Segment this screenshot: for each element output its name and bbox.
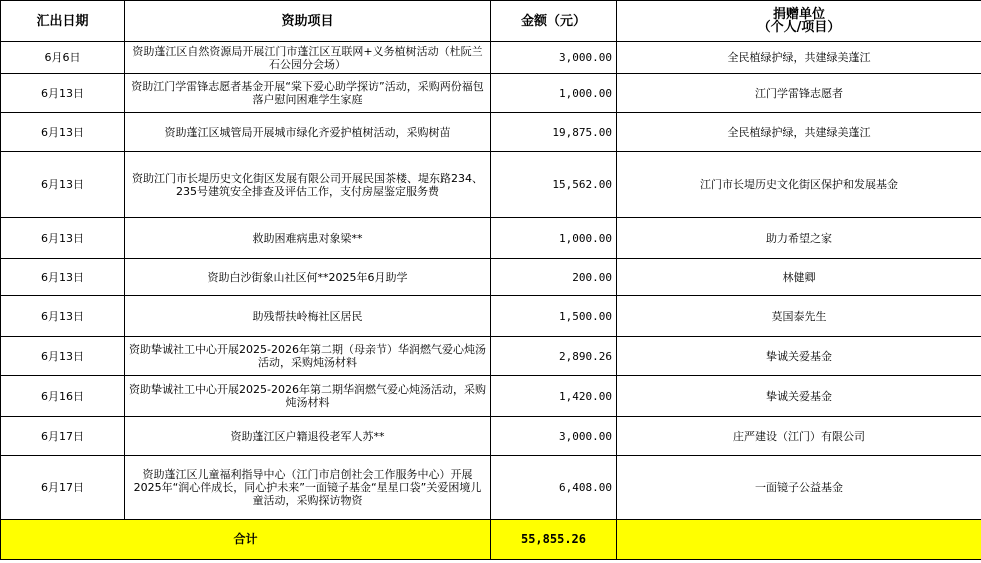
cell-amount: 15,562.00: [491, 152, 617, 218]
cell-date: 6月13日: [1, 74, 125, 113]
cell-date: 6月13日: [1, 337, 125, 376]
table-row: [1, 152, 981, 218]
header-donor-line2: （个人/项目）: [757, 20, 841, 35]
table-row: [1, 259, 981, 296]
table-row: [1, 218, 981, 259]
table-row: [1, 74, 981, 113]
cell-project: 资助白沙街象山社区何**2025年6月助学: [125, 259, 491, 296]
cell-project: 资助江门学雷锋志愿者基金开展“棠下爱心助学探访”活动，采购两份福包落户慰问困难学生家庭: [125, 74, 491, 113]
cell-amount: 2,890.26: [491, 337, 617, 376]
cell-donor: 林健卿: [617, 259, 981, 296]
cell-date: 6月13日: [1, 152, 125, 218]
cell-project: 资助挚诚社工中心开展2025-2026年第二期（母亲节）华润燃气爱心炖汤活动，采购炖汤材料: [125, 337, 491, 376]
cell-project: 救助困难病患对象梁**: [125, 218, 491, 259]
cell-date: 6月16日: [1, 376, 125, 417]
cell-date: 6月13日: [1, 296, 125, 337]
cell-donor: 一面镜子公益基金: [617, 456, 981, 520]
cell-date: 6月13日: [1, 218, 125, 259]
total-amount: 55,855.26: [491, 520, 617, 560]
cell-donor: 助力希望之家: [617, 218, 981, 259]
header-amount: 金额（元）: [491, 1, 617, 42]
cell-date: 6月6日: [1, 42, 125, 74]
table-row: [1, 417, 981, 456]
cell-project: 助残帮扶岭梅社区居民: [125, 296, 491, 337]
cell-amount: 1,000.00: [491, 74, 617, 113]
cell-donor: 江门市长堤历史文化街区保护和发展基金: [617, 152, 981, 218]
cell-date: 6月17日: [1, 417, 125, 456]
table-row: [1, 296, 981, 337]
cell-project: 资助江门市长堤历史文化街区发展有限公司开展民国茶楼、堤东路234、235号建筑安全排查及评估工作，支付房屋鉴定服务费: [125, 152, 491, 218]
header-donor: [617, 1, 981, 42]
cell-amount: 3,000.00: [491, 42, 617, 74]
cell-donor: 江门学雷锋志愿者: [617, 74, 981, 113]
header-date: 汇出日期: [1, 1, 125, 42]
header-donor-line1: 捐赠单位: [772, 7, 825, 22]
cell-amount: 200.00: [491, 259, 617, 296]
cell-amount: 6,408.00: [491, 456, 617, 520]
table-row: [1, 376, 981, 417]
cell-amount: 1,420.00: [491, 376, 617, 417]
cell-project: 资助蓬江区户籍退役老军人苏**: [125, 417, 491, 456]
cell-project: 资助蓬江区自然资源局开展江门市蓬江区互联网+义务植树活动（杜阮兰石公园分会场）: [125, 42, 491, 74]
cell-date: 6月13日: [1, 113, 125, 152]
total-donor-empty: [617, 520, 981, 560]
header-project: 资助项目: [125, 1, 491, 42]
total-label: 合计: [1, 520, 491, 560]
table-row: [1, 42, 981, 74]
cell-project: 资助蓬江区儿童福利指导中心（江门市启创社会工作服务中心）开展2025年“润心伴成长，同心护未来”一面镜子基金“星星口袋”关爱困境儿童活动，采购探访物资: [125, 456, 491, 520]
cell-date: 6月13日: [1, 259, 125, 296]
table-row: [1, 113, 981, 152]
cell-donor: 全民植绿护绿，共建绿美蓬江: [617, 113, 981, 152]
cell-donor: 全民植绿护绿，共建绿美蓬江: [617, 42, 981, 74]
cell-amount: 3,000.00: [491, 417, 617, 456]
cell-donor: 挚诚关爱基金: [617, 376, 981, 417]
cell-date: 6月17日: [1, 456, 125, 520]
header-row: [1, 1, 981, 42]
cell-project: 资助蓬江区城管局开展城市绿化齐爱护植树活动，采购树苗: [125, 113, 491, 152]
cell-donor: 庄严建设（江门）有限公司: [617, 417, 981, 456]
table-row: [1, 337, 981, 376]
cell-amount: 1,000.00: [491, 218, 617, 259]
cell-donor: 挚诚关爱基金: [617, 337, 981, 376]
cell-amount: 19,875.00: [491, 113, 617, 152]
cell-amount: 1,500.00: [491, 296, 617, 337]
total-row: [1, 520, 981, 560]
cell-project: 资助挚诚社工中心开展2025-2026年第二期华润燃气爱心炖汤活动，采购炖汤材料: [125, 376, 491, 417]
table-row: [1, 456, 981, 520]
cell-donor: 莫国泰先生: [617, 296, 981, 337]
